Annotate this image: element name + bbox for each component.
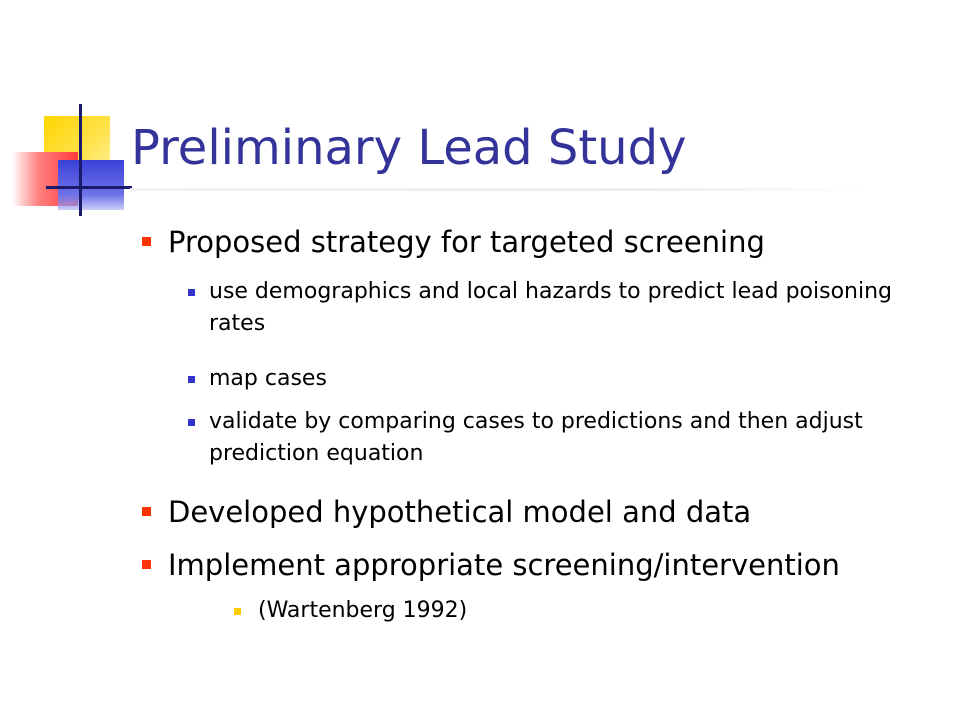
citation-item (258, 596, 858, 626)
square-bullet-icon (188, 376, 195, 383)
bullet-text: Proposed strategy for targeted screening (168, 225, 765, 259)
sub-bullet-text: validate by comparing cases to predictions and then adjust prediction equation (209, 409, 863, 466)
square-bullet-icon (142, 560, 151, 569)
square-bullet-icon (188, 289, 195, 296)
bullet-text: Developed hypothetical model and data (168, 495, 752, 529)
sub-bullet-text: use demographics and local hazards to predict lead poisoning rates (209, 279, 892, 336)
square-bullet-icon (188, 419, 195, 426)
bullet-item (168, 224, 928, 260)
sub-bullet-item (209, 406, 899, 470)
sub-bullet-text: map cases (209, 366, 327, 391)
bullet-item (168, 494, 928, 530)
slide-title: Preliminary Lead Study (131, 120, 687, 176)
bullet-text: Implement appropriate screening/intervention (168, 548, 840, 582)
sub-bullet-item (209, 363, 899, 395)
square-bullet-icon (234, 608, 241, 615)
bullet-item (168, 547, 928, 583)
sub-bullet-item (209, 276, 899, 340)
square-bullet-icon (142, 507, 151, 516)
citation-text: (Wartenberg 1992) (258, 598, 468, 623)
square-bullet-icon (142, 237, 151, 246)
